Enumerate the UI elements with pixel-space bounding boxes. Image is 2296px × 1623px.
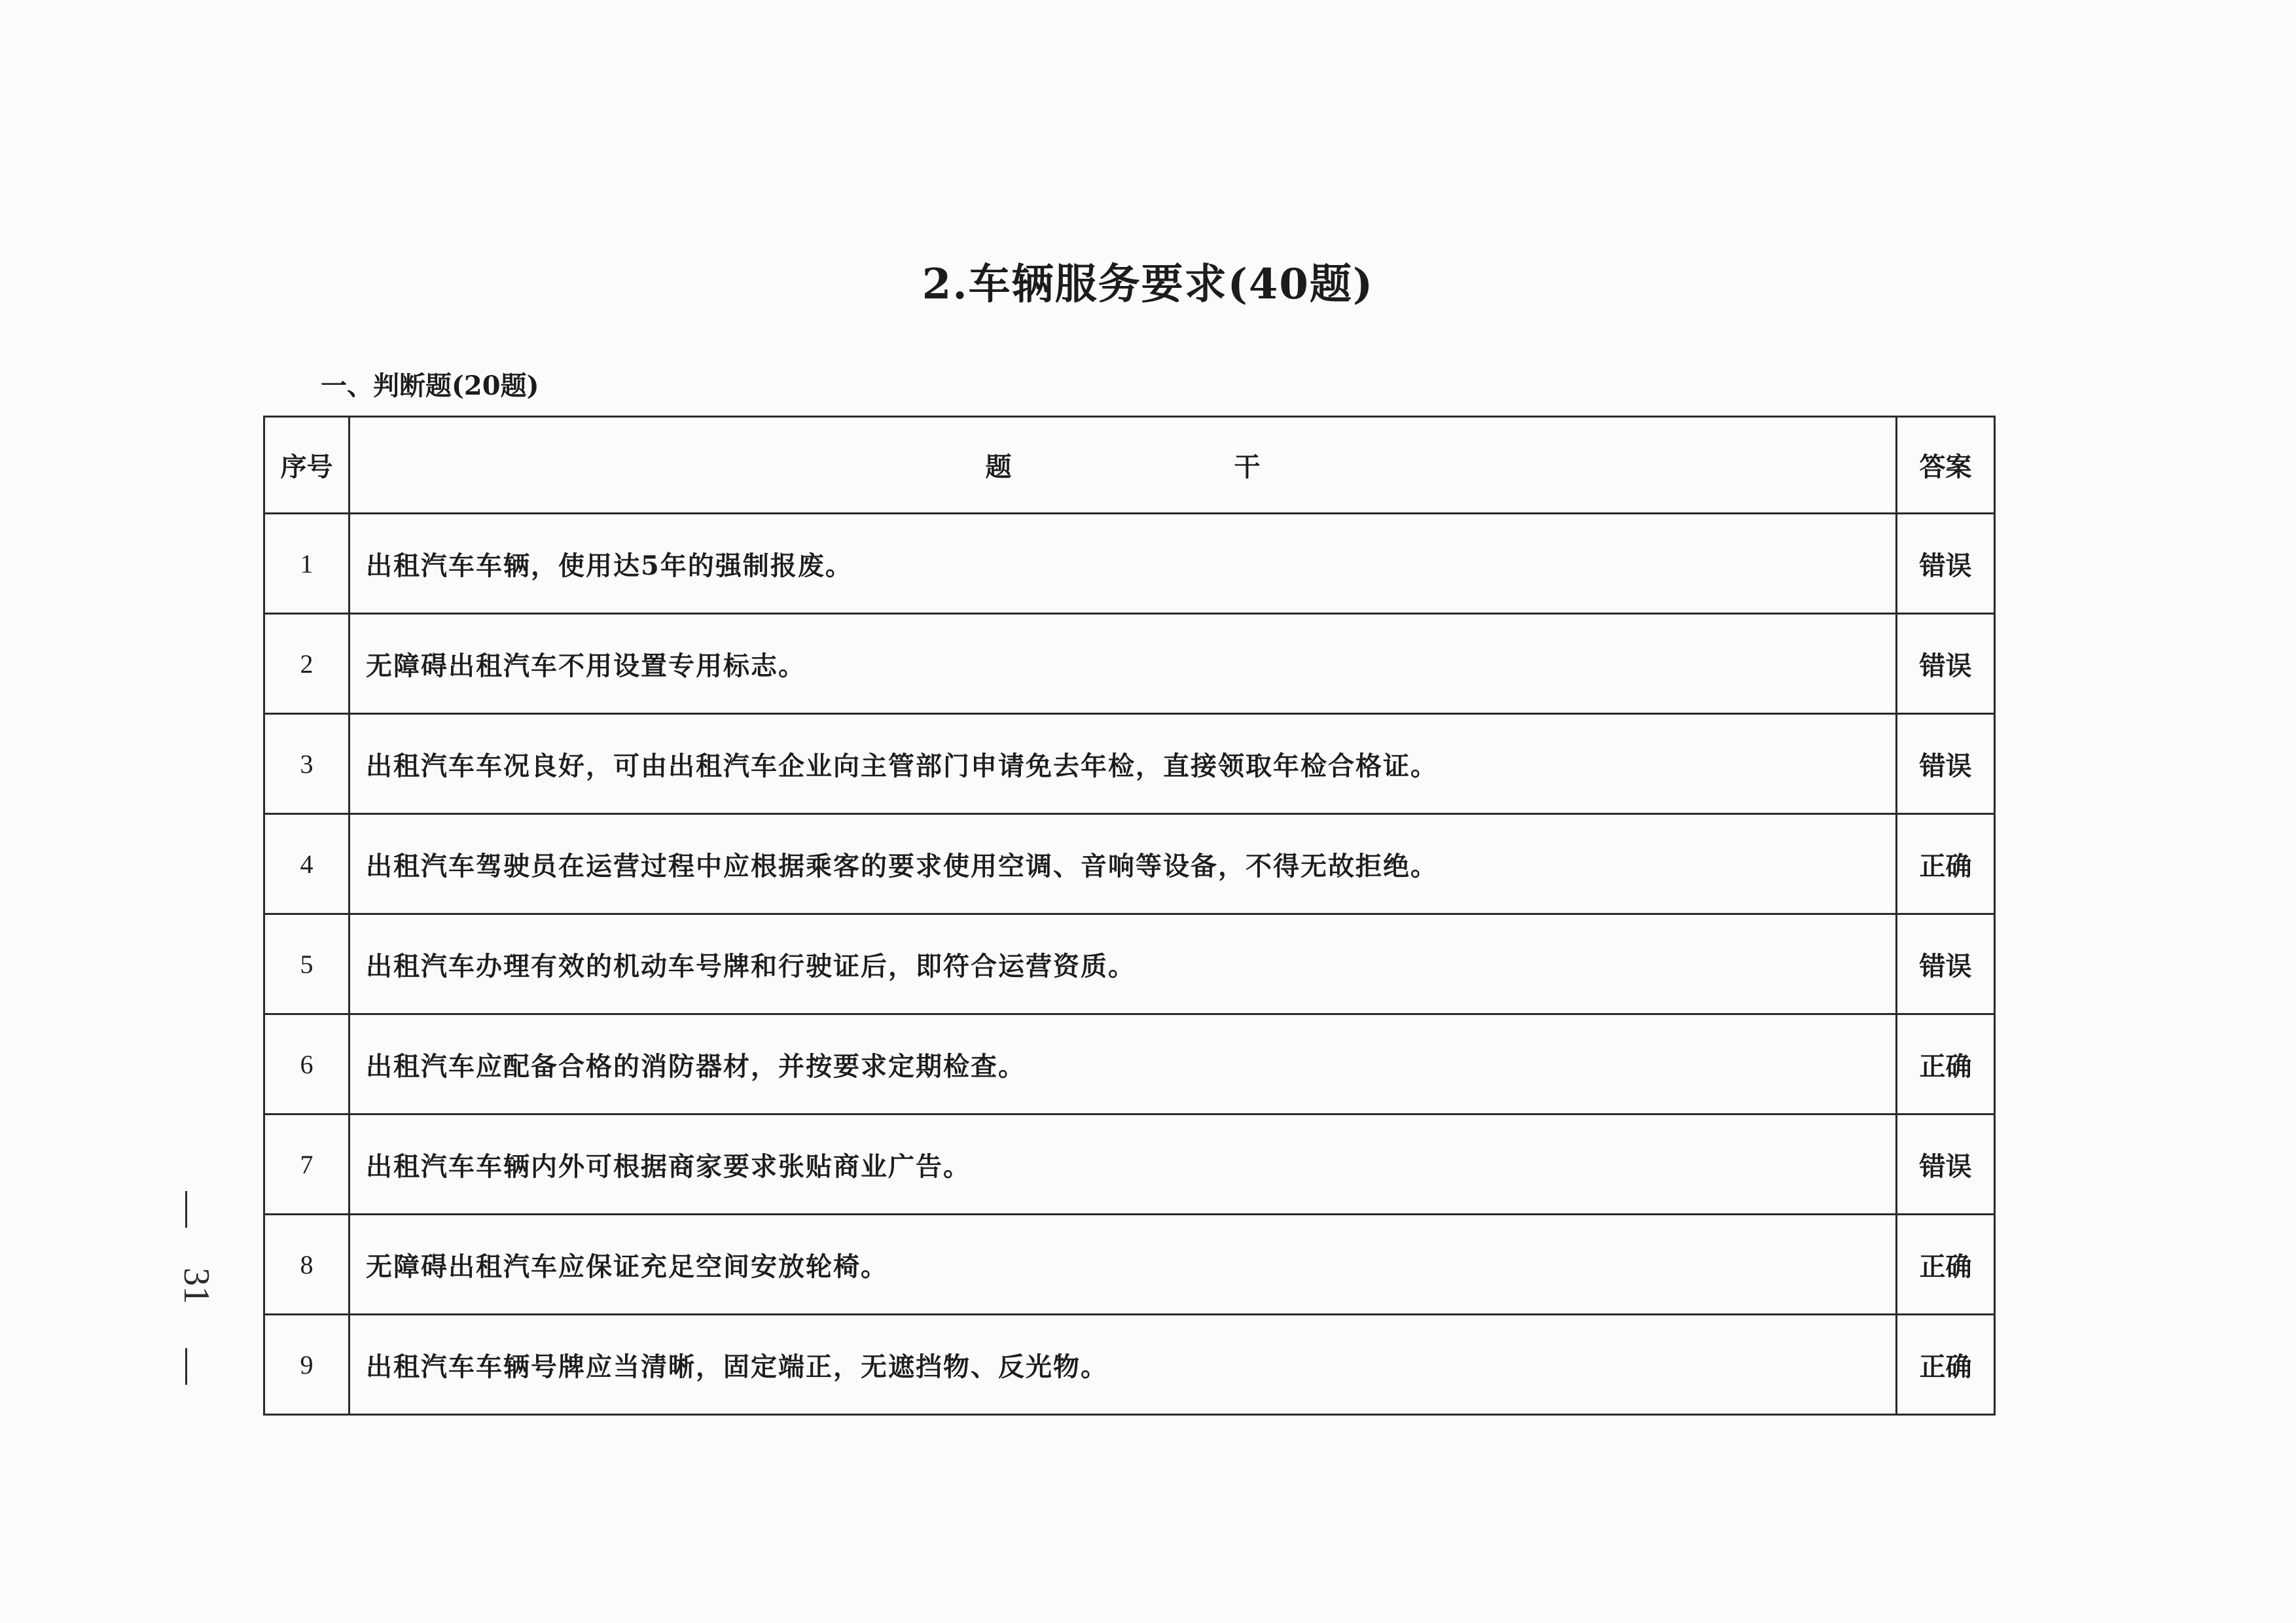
- row-number: 7: [264, 1115, 350, 1215]
- table-row: [264, 714, 1995, 814]
- row-stem: 出租汽车办理有效的机动车号牌和行驶证后，即符合运营资质。: [350, 914, 1897, 1014]
- page-number-dash-top: [185, 1191, 187, 1228]
- section-heading: 一、判断题(20题): [321, 370, 539, 401]
- table-row: [264, 914, 1995, 1014]
- table-row: [264, 1115, 1995, 1215]
- row-answer: 错误: [1897, 1115, 1995, 1215]
- row-answer: 错误: [1897, 914, 1995, 1014]
- row-stem: 出租汽车车况良好，可由出租汽车企业向主管部门申请免去年检，直接领取年检合格证。: [350, 714, 1897, 814]
- page-number-dash-bottom: [185, 1348, 187, 1385]
- row-number: 4: [264, 814, 350, 914]
- header-stem-part2: 干: [1234, 452, 1261, 482]
- row-number: 1: [264, 514, 350, 614]
- row-answer: 正确: [1897, 814, 1995, 914]
- row-number: 8: [264, 1215, 350, 1315]
- row-number: 6: [264, 1014, 350, 1115]
- row-stem: 出租汽车车辆号牌应当清晰，固定端正，无遮挡物、反光物。: [350, 1315, 1897, 1415]
- row-answer: 错误: [1897, 714, 1995, 814]
- row-stem: 出租汽车驾驶员在运营过程中应根据乘客的要求使用空调、音响等设备，不得无故拒绝。: [350, 814, 1897, 914]
- row-number: 2: [264, 614, 350, 714]
- table-row: [264, 1014, 1995, 1115]
- row-number: 3: [264, 714, 350, 814]
- row-stem: 无障碍出租汽车不用设置专用标志。: [350, 614, 1897, 714]
- table-row: [264, 1315, 1995, 1415]
- table-row: [264, 614, 1995, 714]
- row-number: 9: [264, 1315, 350, 1415]
- row-answer: 正确: [1897, 1215, 1995, 1315]
- row-answer: 正确: [1897, 1014, 1995, 1115]
- row-answer: 错误: [1897, 514, 1995, 614]
- row-stem: 出租汽车应配备合格的消防器材，并按要求定期检查。: [350, 1014, 1897, 1115]
- table-header-row: [264, 417, 1995, 514]
- header-no: 序号: [264, 417, 350, 514]
- header-answer: 答案: [1897, 417, 1995, 514]
- header-stem: [350, 417, 1897, 514]
- row-number: 5: [264, 914, 350, 1014]
- table-row: [264, 1215, 1995, 1315]
- row-stem: 出租汽车车辆，使用达5年的强制报废。: [350, 514, 1897, 614]
- row-stem: 出租汽车车辆内外可根据商家要求张贴商业广告。: [350, 1115, 1897, 1215]
- row-answer: 正确: [1897, 1315, 1995, 1415]
- table-row: [264, 514, 1995, 614]
- row-stem: 无障碍出租汽车应保证充足空间安放轮椅。: [350, 1215, 1897, 1315]
- page-number-value: 31: [176, 1268, 217, 1304]
- page-number: [167, 1191, 219, 1387]
- question-table: [263, 416, 1996, 1416]
- page-title: 2.车辆服务要求(40题): [922, 260, 1374, 309]
- header-stem-part1: 题: [985, 452, 1012, 482]
- table-row: [264, 814, 1995, 914]
- row-answer: 错误: [1897, 614, 1995, 714]
